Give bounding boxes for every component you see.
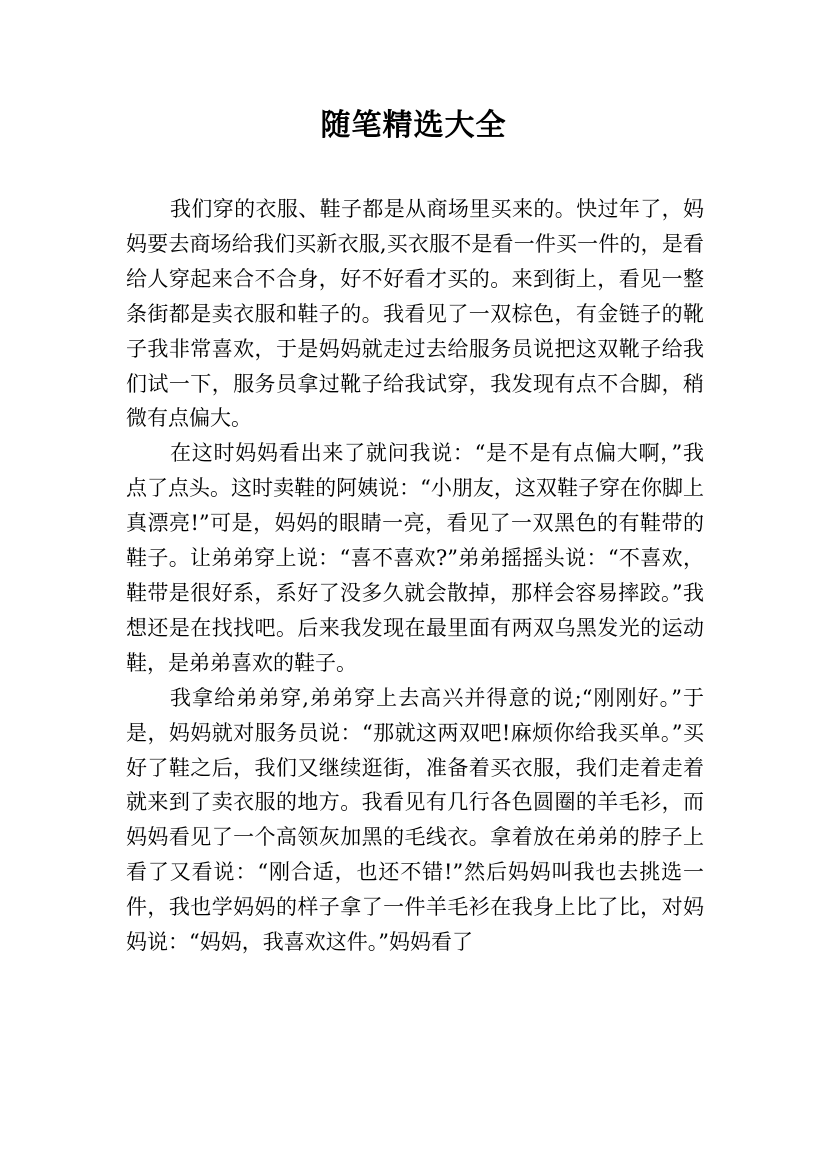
paragraph: 在这时妈妈看出来了就问我说：“是不是有点偏大啊，”我点了点头。这时卖鞋的阿姨说：“小朋友，这双鞋子穿在你脚上真漂亮!”可是，妈妈的眼睛一亮，看见了一双黑色的有鞋带的鞋子。让弟弟穿上说：“喜不喜欢?”弟弟摇摇头说：“不喜欢，鞋带是很好系，系好了没多久就会散掉，那样会容易摔跤。”我想还是在找找吧。后来我发现在最里面有两双乌黑发光的运动鞋，是弟弟喜欢的鞋子。 [126,441,704,675]
document-title: 随笔精选大全 [320,108,507,143]
document-body [126,192,704,960]
paragraph: 我拿给弟弟穿,弟弟穿上去高兴并得意的说;“刚刚好。”于是，妈妈就对服务员说：“那就这两双吧!麻烦你给我买单。”买好了鞋之后，我们又继续逛街，准备着买衣服，我们走着走着就来到了卖衣服的地方。我看见有几行各色圆圈的羊毛衫，而妈妈看见了一个高领灰加黑的毛线衣。拿着放在弟弟的脖子上看了又看说：“刚合适，也还不错!”然后妈妈叫我也去挑选一件，我也学妈妈的样子拿了一件羊毛衫在我身上比了比，对妈妈说：“妈妈，我喜欢这件。”妈妈看了 [126,685,704,955]
paragraph: 我们穿的衣服、鞋子都是从商场里买来的。快过年了，妈妈要去商场给我们买新衣服,买衣服不是看一件买一件的，是看给人穿起来合不合身，好不好看才买的。来到街上，看见一整条街都是卖衣服和鞋子的。我看见了一双棕色，有金链子的靴子我非常喜欢，于是妈妈就走过去给服务员说把这双靴子给我们试一下，服务员拿过靴子给我试穿，我发现有点不合脚，稍微有点偏大。 [126,197,704,431]
